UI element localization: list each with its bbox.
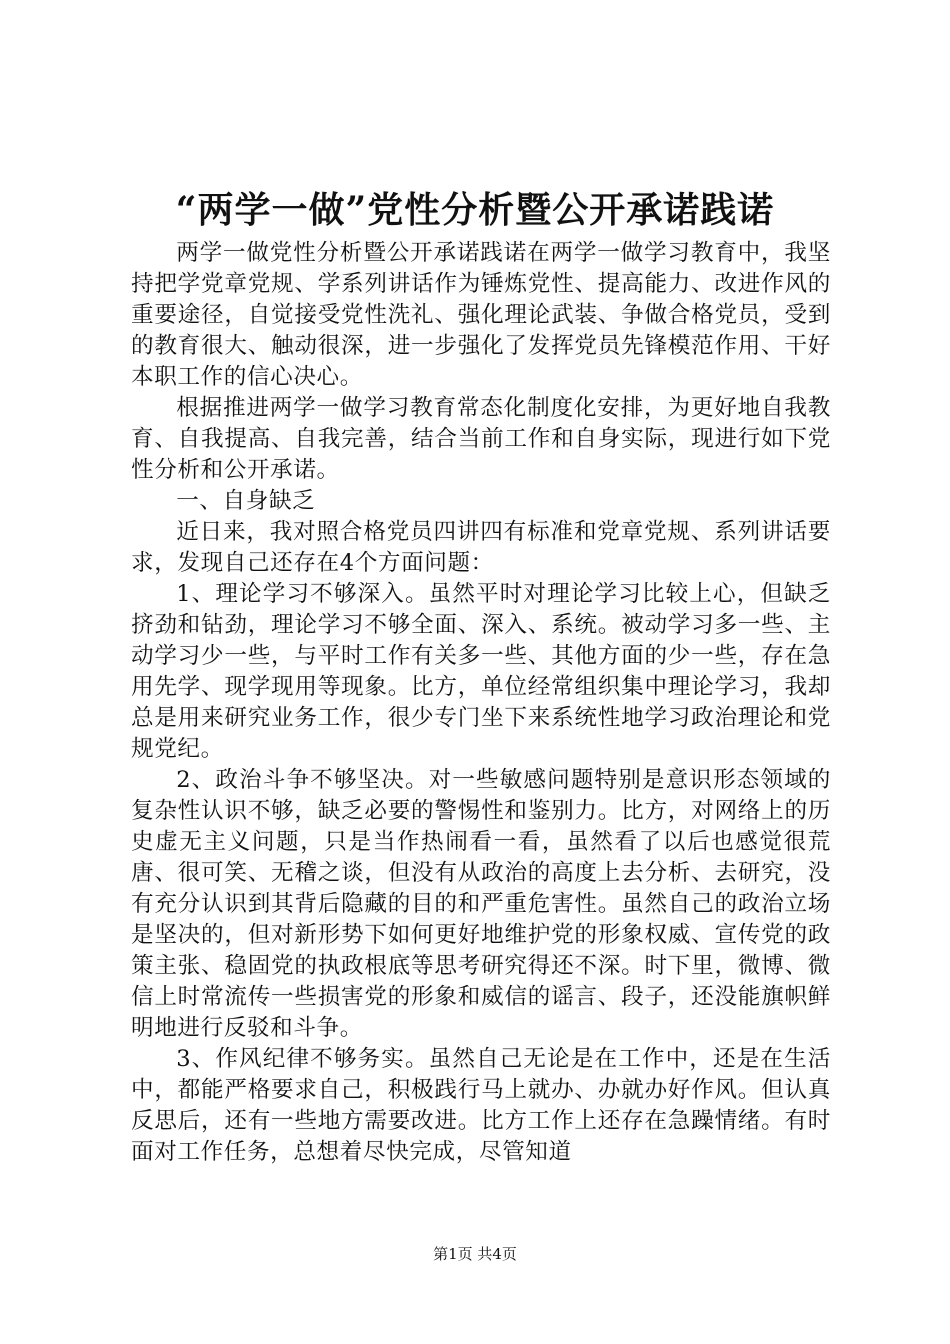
document-title: “两学一做”党性分析暨公开承诺践诺 (175, 189, 775, 231)
document-body (131, 238, 831, 1168)
paragraph: 根据推进两学一做学习教育常态化制度化安排，为更好地自我教育、自我提高、自我完善，结合当前工作和自身实际，现进行如下党性分析和公开承诺。 (131, 395, 831, 483)
paragraph: 3、作风纪律不够务实。虽然自己无论是在工作中，还是在生活中，都能严格要求自己，积极践行马上就办、办就办好作风。但认真反思后，还有一些地方需要改进。比方工作上还存在急躁情绪。有时面对工作任务，总想着尽快完成，尽管知道 (131, 1046, 831, 1165)
paragraph: 2、政治斗争不够坚决。对一些敏感问题特别是意识形态领域的复杂性认识不够，缺乏必要的警惕性和鉴别力。比方，对网络上的历史虚无主义问题，只是当作热闹看一看，虽然看了以后也感觉很荒唐、很可笑、无稽之谈，但没有从政治的高度上去分析、去研究，没有充分认识到其背后隐藏的目的和严重危害性。虽然自己的政治立场是坚决的，但对新形势下如何更好地维护党的形象权威、宣传党的政策主张、稳固党的执政根底等思考研究得还不深。时下里，微博、微信上时常流传一些损害党的形象和威信的谣言、段子，还没能旗帜鲜明地进行反驳和斗争。 (131, 767, 831, 1041)
paragraph: 近日来，我对照合格党员四讲四有标准和党章党规、系列讲话要求，发现自己还存在4个方面问题： (131, 519, 831, 576)
section-heading: 一、自身缺乏 (176, 488, 316, 514)
paragraph: 1、理论学习不够深入。虽然平时对理论学习比较上心，但缺乏挤劲和钻劲，理论学习不够全面、深入、系统。被动学习多一些、主动学习少一些，与平时工作有关多一些、其他方面的少一些，存在急用先学、现学现用等现象。比方，单位经常组织集中理论学习，我却总是用来研究业务工作，很少专门坐下来系统性地学习政治理论和党规党纪。 (131, 581, 831, 762)
page-number-footer: 第1页 共4页 (433, 1245, 517, 1263)
paragraph: 两学一做党性分析暨公开承诺践诺在两学一做学习教育中，我坚持把学党章党规、学系列讲话作为锤炼党性、提高能力、改进作风的重要途径，自觉接受党性洗礼、强化理论武装、争做合格党员，受到的教育很大、触动很深，进一步强化了发挥党员先锋模范作用、干好本职工作的信心决心。 (131, 240, 831, 390)
